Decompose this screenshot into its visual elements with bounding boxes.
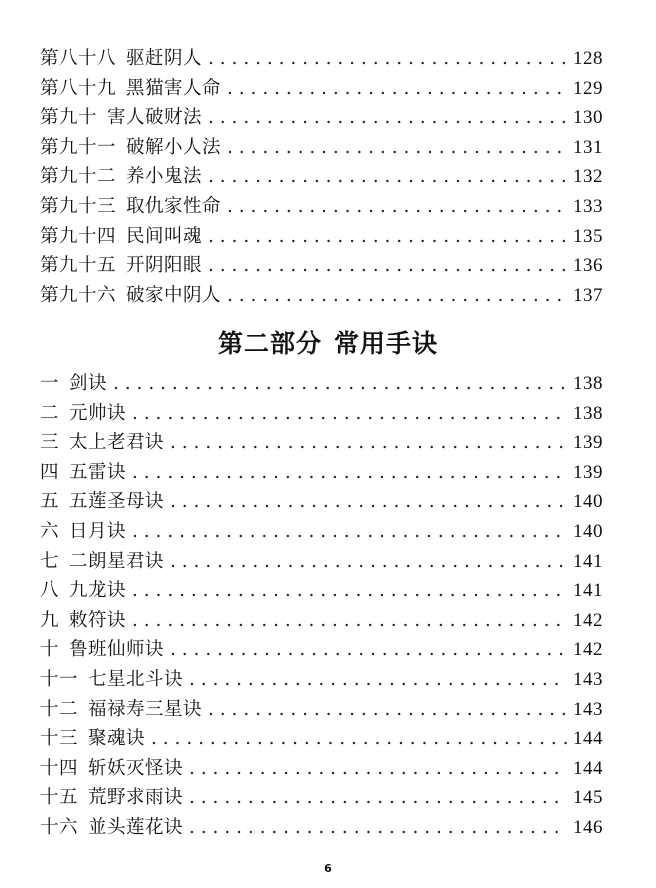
dot-leader	[227, 192, 567, 222]
toc-entry-title: 敕符诀	[69, 609, 127, 631]
dot-leader	[113, 369, 567, 399]
dot-leader	[170, 547, 567, 577]
dot-leader	[208, 162, 567, 192]
toc-entry-number: 第九十四	[40, 225, 117, 247]
dot-leader	[227, 133, 567, 163]
toc-entry-number: 十五	[40, 787, 79, 809]
toc-entry-number: 第九十五	[40, 255, 117, 277]
toc-entry-page: 129	[573, 77, 603, 99]
dot-leader	[189, 665, 567, 695]
dot-leader	[132, 517, 567, 547]
toc-entry[interactable]	[40, 783, 603, 813]
toc-entry[interactable]	[40, 813, 603, 843]
toc-entry-number: 第九十二	[40, 166, 117, 188]
dot-leader	[132, 458, 567, 488]
toc-entry-page: 132	[573, 166, 603, 188]
toc-entry[interactable]	[40, 74, 603, 104]
toc-section-part2	[40, 369, 603, 843]
toc-entry[interactable]	[40, 399, 603, 429]
toc-entry-number: 三	[40, 432, 60, 454]
toc-entry[interactable]	[40, 369, 603, 399]
toc-entry[interactable]	[40, 192, 603, 222]
toc-entry[interactable]	[40, 635, 603, 665]
toc-entry-title: 日月诀	[69, 520, 127, 542]
toc-entry-title: 荒野求雨诀	[88, 787, 184, 809]
toc-entry-number: 五	[40, 491, 60, 513]
toc-entry-number: 十四	[40, 757, 79, 779]
dot-leader	[208, 695, 567, 725]
toc-entry[interactable]	[40, 44, 603, 74]
dot-leader	[189, 813, 567, 843]
toc-entry-title: 七星北斗诀	[88, 668, 184, 690]
part-heading-title: 常用手诀	[334, 329, 439, 358]
dot-leader	[208, 44, 567, 74]
toc-entry-page: 137	[573, 284, 603, 306]
toc-entry-page: 130	[573, 107, 603, 129]
toc-entry-page: 139	[573, 432, 603, 454]
toc-entry-page: 140	[573, 491, 603, 513]
toc-entry-number: 第九十六	[40, 284, 117, 306]
dot-leader	[208, 103, 567, 133]
toc-entry[interactable]	[40, 222, 603, 252]
toc-entry-number: 第九十三	[40, 195, 117, 217]
dot-leader	[227, 281, 567, 311]
toc-entry-page: 144	[573, 728, 603, 750]
dot-leader	[132, 399, 567, 429]
toc-entry-number: 八	[40, 580, 60, 602]
toc-entry-page: 141	[573, 550, 603, 572]
toc-entry-number: 第八十八	[40, 48, 117, 69]
toc-entry-page: 133	[573, 195, 603, 217]
toc-entry-page: 146	[573, 816, 603, 838]
toc-entry-title: 破解小人法	[126, 136, 222, 158]
toc-entry-title: 五莲圣母诀	[69, 491, 165, 513]
toc-entry[interactable]	[40, 162, 603, 192]
dot-leader	[151, 724, 567, 754]
toc-entry[interactable]	[40, 754, 603, 784]
toc-entry-title: 取仇家性命	[126, 195, 222, 217]
toc-entry-page: 143	[573, 698, 603, 720]
toc-entry-title: 鲁班仙师诀	[69, 639, 165, 661]
dot-leader	[189, 754, 567, 784]
part-heading	[0, 324, 656, 360]
toc-entry[interactable]	[40, 133, 603, 163]
toc-entry-title: 黑猫害人命	[126, 77, 222, 99]
toc-entry-number: 十二	[40, 698, 79, 720]
toc-entry-title: 破家中阴人	[126, 284, 222, 306]
toc-entry-number: 第九十一	[40, 136, 117, 158]
toc-entry[interactable]	[40, 547, 603, 577]
toc-entry-number: 十一	[40, 668, 79, 690]
toc-entry[interactable]	[40, 487, 603, 517]
toc-entry-page: 138	[573, 402, 603, 424]
toc-entry-number: 第九十	[40, 107, 98, 129]
page-number: 6	[324, 862, 332, 875]
dot-leader	[208, 251, 567, 281]
toc-entry-title: 开阴阳眼	[126, 255, 203, 277]
toc-entry-number: 九	[40, 609, 60, 631]
toc-entry-page: 128	[573, 48, 603, 69]
toc-entry-page: 141	[573, 580, 603, 602]
toc-entry-page: 131	[573, 136, 603, 158]
toc-entry-title: 民间叫魂	[126, 225, 203, 247]
toc-entry-title: 剑诀	[69, 373, 108, 394]
dot-leader	[170, 428, 567, 458]
toc-entry[interactable]	[40, 724, 603, 754]
toc-entry-number: 第八十九	[40, 77, 117, 99]
toc-entry-page: 143	[573, 668, 603, 690]
toc-entry-title: 元帅诀	[69, 402, 127, 424]
dot-leader	[132, 606, 567, 636]
dot-leader	[132, 576, 567, 606]
toc-entry-page: 138	[573, 373, 603, 394]
toc-entry-title: 五雷诀	[69, 461, 127, 483]
toc-entry-title: 並头莲花诀	[88, 816, 184, 838]
toc-entry-title: 九龙诀	[69, 580, 127, 602]
toc-entry[interactable]	[40, 103, 603, 133]
toc-entry-page: 135	[573, 225, 603, 247]
toc-entry-page: 139	[573, 461, 603, 483]
toc-entry[interactable]	[40, 458, 603, 488]
toc-section-part1	[40, 44, 603, 310]
toc-entry[interactable]	[40, 517, 603, 547]
toc-entry-number: 四	[40, 461, 60, 483]
toc-entry-number: 七	[40, 550, 60, 572]
toc-entry-page: 145	[573, 787, 603, 809]
toc-entry-title: 福禄寿三星诀	[88, 698, 203, 720]
toc-entry-title: 二朗星君诀	[69, 550, 165, 572]
toc-entry-number: 十	[40, 639, 60, 661]
toc-entry-title: 驱赶阴人	[126, 48, 203, 69]
toc-entry[interactable]	[40, 606, 603, 636]
toc-entry-page: 142	[573, 609, 603, 631]
toc-entry[interactable]	[40, 665, 603, 695]
part-heading-label: 第二部分	[217, 329, 322, 358]
toc-entry-page: 140	[573, 520, 603, 542]
dot-leader	[208, 222, 567, 252]
toc-entry[interactable]	[40, 251, 603, 281]
toc-entry[interactable]	[40, 281, 603, 311]
toc-entry-page: 136	[573, 255, 603, 277]
toc-entry-title: 养小鬼法	[126, 166, 203, 188]
toc-entry-title: 斩妖灭怪诀	[88, 757, 184, 779]
dot-leader	[227, 74, 567, 104]
toc-entry-title: 聚魂诀	[88, 728, 146, 750]
toc-entry-page: 144	[573, 757, 603, 779]
toc-entry-number: 十六	[40, 816, 79, 838]
toc-entry-page: 142	[573, 639, 603, 661]
dot-leader	[170, 635, 567, 665]
toc-entry-number: 一	[40, 373, 60, 394]
toc-entry[interactable]	[40, 576, 603, 606]
toc-entry[interactable]	[40, 428, 603, 458]
dot-leader	[170, 487, 567, 517]
toc-entry-title: 害人破财法	[107, 107, 203, 129]
toc-entry-title: 太上老君诀	[69, 432, 165, 454]
toc-entry-number: 十三	[40, 728, 79, 750]
toc-entry-number: 六	[40, 520, 60, 542]
toc-entry-number: 二	[40, 402, 60, 424]
toc-entry[interactable]	[40, 695, 603, 725]
dot-leader	[189, 783, 567, 813]
